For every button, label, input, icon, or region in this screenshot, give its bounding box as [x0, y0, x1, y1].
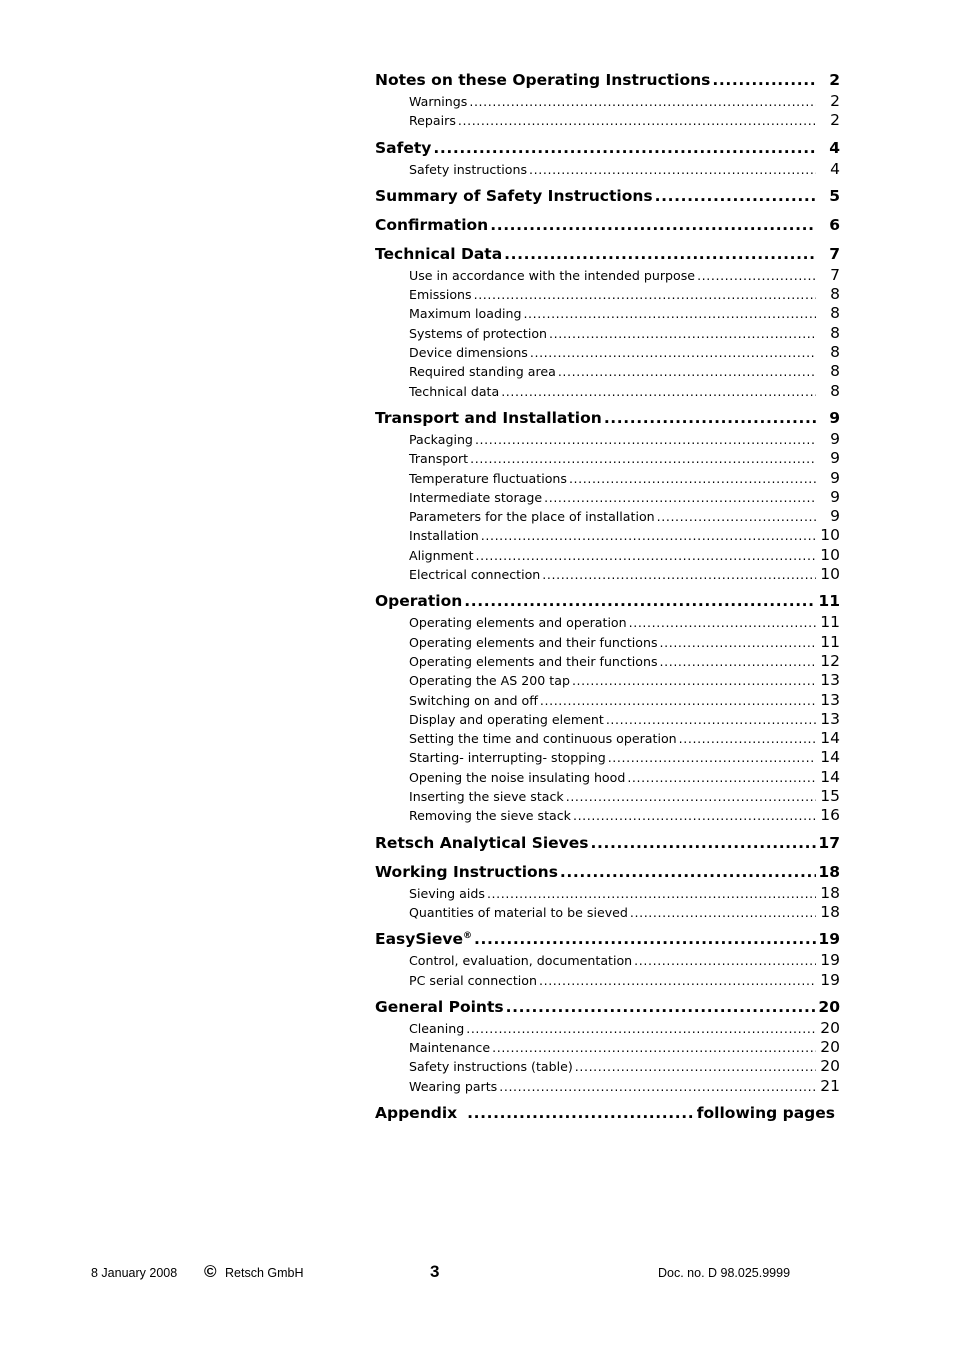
toc-item-title	[409, 362, 556, 381]
toc-item-title	[409, 266, 695, 285]
toc-heading[interactable]	[375, 589, 840, 613]
toc-heading-page: 5	[829, 186, 840, 205]
toc-section	[375, 406, 840, 584]
toc-heading-page: 6	[829, 215, 840, 234]
dot-leader	[476, 546, 816, 565]
toc-item-page: 8	[830, 343, 840, 362]
toc-section	[375, 860, 840, 923]
toc-item-title-text: Operating the AS 200 tap	[409, 673, 570, 689]
toc-item[interactable]	[375, 92, 840, 111]
toc-item-title-text: Quantities of material to be sieved	[409, 904, 628, 920]
toc-item[interactable]	[375, 1019, 840, 1038]
dot-leader	[542, 565, 816, 584]
toc-item[interactable]	[375, 507, 840, 526]
toc-item-title-text: Repairs	[409, 113, 456, 129]
toc-item-page: 19	[820, 951, 840, 970]
dot-leader	[558, 362, 816, 381]
toc-item[interactable]	[375, 469, 840, 488]
toc-item-page: 10	[820, 545, 840, 564]
toc-heading-page: 2	[829, 71, 840, 89]
toc-heading-title-text: Technical Data	[375, 244, 503, 263]
toc-item-title	[409, 748, 606, 767]
toc-heading-page: 18	[818, 862, 840, 881]
toc-item-title	[409, 768, 625, 787]
toc-item-title	[409, 285, 472, 304]
toc-item-title-text: Switching on and off	[409, 692, 538, 708]
toc-item-page: 11	[820, 613, 840, 632]
toc-item-title-text: Technical data	[409, 383, 500, 399]
toc-item[interactable]	[375, 671, 840, 690]
toc-item-title-text: Operating elements and their functions	[409, 634, 658, 650]
toc-section	[375, 995, 840, 1096]
toc-item-title	[409, 806, 571, 825]
toc-item-title-text: Opening the noise insulating hood	[409, 769, 626, 785]
toc-item-page: 9	[830, 507, 840, 526]
dot-leader	[529, 160, 816, 179]
toc-item-title	[409, 507, 655, 526]
toc-appendix-page: following pages	[696, 1103, 835, 1122]
dot-leader	[470, 449, 816, 468]
toc-item[interactable]	[375, 266, 840, 285]
toc-item-page: 7	[830, 265, 840, 284]
toc-heading-title	[375, 860, 558, 884]
toc-item-page: 2	[830, 111, 840, 130]
toc-item-page: 8	[830, 304, 840, 323]
toc-item[interactable]	[375, 304, 840, 323]
table-of-contents	[375, 68, 840, 1125]
toc-item[interactable]	[375, 691, 840, 710]
toc-item-title-text: Wearing parts	[409, 1078, 498, 1094]
dot-leader	[544, 488, 816, 507]
toc-item-page: 8	[830, 285, 840, 304]
toc-item-title	[409, 971, 537, 990]
toc-item-page: 16	[820, 806, 840, 825]
dot-leader	[634, 951, 816, 970]
toc-item-title-text: Use in accordance with the intended purpose	[409, 267, 696, 283]
toc-heading[interactable]	[375, 927, 840, 951]
toc-item-title	[409, 324, 547, 343]
dot-leader	[608, 748, 816, 767]
toc-item-title-text: Electrical connection	[409, 567, 541, 583]
dot-leader	[506, 995, 816, 1019]
toc-heading-title-text: Transport and Installation	[375, 408, 602, 427]
toc-appendix[interactable]	[375, 1101, 835, 1125]
dot-leader	[475, 430, 816, 449]
toc-item-title-text: Transport	[409, 451, 469, 467]
toc-item-page: 10	[820, 526, 840, 545]
toc-item-title	[409, 565, 540, 584]
dot-leader	[466, 1019, 816, 1038]
toc-heading[interactable]	[375, 406, 840, 430]
toc-item-title	[409, 382, 499, 401]
toc-appendix-title-text: Appendix	[375, 1103, 458, 1122]
toc-item-title-text: Parameters for the place of installation	[409, 509, 655, 525]
toc-item-page: 20	[820, 1057, 840, 1076]
toc-item-title-text: Control, evaluation, documentation	[409, 953, 633, 969]
toc-item-title	[409, 633, 658, 652]
toc-item[interactable]	[375, 1077, 840, 1096]
toc-item-page: 20	[820, 1018, 840, 1037]
dot-leader	[464, 589, 816, 613]
dot-leader	[591, 831, 816, 855]
toc-item[interactable]	[375, 526, 840, 545]
toc-item-page: 11	[820, 632, 840, 651]
toc-item-title-text: Inserting the sieve stack	[409, 789, 564, 805]
page-number: 3	[430, 1262, 440, 1281]
toc-item-title	[409, 304, 521, 323]
toc-item-title-text: Starting- interrupting- stopping	[409, 750, 606, 766]
toc-item-title-text: Required standing area	[409, 364, 556, 380]
dot-leader	[492, 1038, 816, 1057]
toc-item-page: 14	[820, 748, 840, 767]
toc-heading[interactable]	[375, 831, 840, 855]
toc-heading-title	[375, 136, 431, 160]
dot-leader	[504, 242, 816, 266]
dot-leader	[540, 691, 816, 710]
toc-heading-title	[375, 927, 472, 951]
toc-heading[interactable]	[375, 68, 840, 92]
dot-leader	[660, 633, 816, 652]
toc-item-title-text: Maintenance	[409, 1040, 491, 1056]
toc-item[interactable]	[375, 652, 840, 671]
toc-item-title	[409, 469, 567, 488]
toc-item-page: 2	[830, 92, 840, 110]
dot-leader	[572, 671, 816, 690]
copyright-icon: ©	[204, 1262, 217, 1281]
toc-item[interactable]	[375, 748, 840, 767]
dot-leader	[467, 1101, 695, 1125]
dot-leader	[481, 526, 816, 545]
toc-item-page: 8	[830, 381, 840, 400]
toc-item-page: 10	[820, 565, 840, 584]
toc-item-title-text: Operating elements and their functions	[409, 653, 658, 669]
dot-leader	[629, 613, 816, 632]
toc-item-title	[409, 787, 564, 806]
toc-section	[375, 213, 840, 237]
toc-section-appendix	[375, 1101, 840, 1125]
toc-item-title-text: Emissions	[409, 287, 472, 303]
toc-item[interactable]	[375, 565, 840, 584]
toc-heading-title	[375, 589, 462, 613]
dot-leader	[573, 806, 816, 825]
toc-item-title	[409, 903, 628, 922]
toc-item[interactable]	[375, 951, 840, 970]
toc-item-title-text: Cleaning	[409, 1020, 465, 1036]
toc-item-page: 8	[830, 323, 840, 342]
toc-item-page: 8	[830, 362, 840, 381]
dot-leader	[606, 710, 816, 729]
toc-item[interactable]	[375, 710, 840, 729]
dot-leader	[474, 927, 816, 951]
toc-item-title	[409, 951, 632, 970]
toc-item-title-text: Installation	[409, 528, 479, 544]
toc-item[interactable]	[375, 285, 840, 304]
toc-heading-page: 19	[818, 930, 840, 949]
toc-heading-title	[375, 406, 602, 430]
dot-leader	[657, 507, 816, 526]
toc-item-title-text: Safety instructions	[409, 161, 528, 177]
toc-item-page: 13	[820, 690, 840, 709]
toc-item-title-text: Temperature fluctuations	[409, 470, 567, 486]
toc-item-title	[409, 546, 474, 565]
toc-item[interactable]	[375, 324, 840, 343]
toc-section	[375, 136, 840, 179]
toc-item-page: 18	[820, 902, 840, 921]
toc-heading-title	[375, 184, 653, 208]
toc-item-page: 18	[820, 883, 840, 902]
toc-item[interactable]	[375, 903, 840, 922]
toc-item-page: 19	[820, 970, 840, 989]
toc-item-title-text: Operating elements and operation	[409, 615, 627, 631]
toc-item[interactable]	[375, 362, 840, 381]
toc-heading-title-text: General Points	[375, 997, 504, 1016]
toc-item-title	[409, 160, 527, 179]
toc-item-title	[409, 691, 538, 710]
toc-item[interactable]	[375, 787, 840, 806]
toc-item[interactable]	[375, 1057, 840, 1076]
dot-leader	[499, 1077, 816, 1096]
toc-item-title	[409, 488, 542, 507]
toc-item-title-text: Display and operating element	[409, 711, 604, 727]
dot-leader	[539, 971, 816, 990]
dot-leader	[560, 860, 816, 884]
toc-heading-title-text: Working Instructions	[375, 862, 558, 881]
toc-item-title	[409, 884, 485, 903]
dot-leader	[458, 111, 816, 130]
toc-section	[375, 184, 840, 208]
dot-leader	[523, 304, 816, 323]
toc-heading[interactable]	[375, 242, 840, 266]
toc-heading[interactable]	[375, 136, 840, 160]
registered-trademark: ®	[462, 931, 472, 942]
toc-item-title-text: Intermediate storage	[409, 489, 543, 505]
toc-heading-page: 20	[818, 997, 840, 1016]
dot-leader	[487, 884, 816, 903]
toc-section	[375, 68, 840, 131]
toc-item[interactable]	[375, 546, 840, 565]
toc-item[interactable]	[375, 729, 840, 748]
toc-item-title-text: Device dimensions	[409, 345, 528, 361]
toc-item-page: 9	[830, 468, 840, 487]
dot-leader	[697, 266, 816, 285]
toc-heading-title-text: Notes on these Operating Instructions	[375, 71, 711, 89]
toc-item-title	[409, 343, 528, 362]
dot-leader	[655, 184, 816, 208]
toc-item[interactable]	[375, 806, 840, 825]
dot-leader	[712, 68, 816, 92]
toc-heading-title	[375, 213, 488, 237]
toc-appendix-title	[375, 1101, 457, 1125]
toc-item-page: 13	[820, 671, 840, 690]
toc-section	[375, 242, 840, 401]
toc-item[interactable]	[375, 343, 840, 362]
toc-item-title	[409, 652, 658, 671]
toc-heading[interactable]	[375, 213, 840, 237]
toc-heading[interactable]	[375, 184, 840, 208]
toc-item-title	[409, 710, 604, 729]
toc-section	[375, 831, 840, 855]
dot-leader	[575, 1057, 816, 1076]
toc-heading-title-text: Confirmation	[375, 215, 489, 234]
footer-company: Retsch GmbH	[225, 1266, 304, 1280]
toc-item-title	[409, 613, 627, 632]
toc-heading-title	[375, 68, 710, 92]
toc-item[interactable]	[375, 160, 840, 179]
footer-date: 8 January 2008	[91, 1266, 178, 1280]
dot-leader	[549, 324, 816, 343]
toc-item-title-text: Packaging	[409, 431, 473, 447]
toc-heading-page: 17	[818, 833, 840, 852]
toc-item-title	[409, 1077, 497, 1096]
toc-item-page: 4	[830, 159, 840, 178]
toc-item-title-text: Systems of protection	[409, 325, 548, 341]
toc-item-page: 9	[830, 487, 840, 506]
dot-leader	[469, 92, 816, 111]
toc-heading-title-text: EasySieve	[375, 930, 463, 949]
toc-item[interactable]	[375, 613, 840, 632]
toc-item[interactable]	[375, 768, 840, 787]
toc-item-page: 9	[830, 449, 840, 468]
toc-item[interactable]	[375, 449, 840, 468]
dot-leader	[627, 768, 816, 787]
toc-item[interactable]	[375, 1038, 840, 1057]
toc-item[interactable]	[375, 382, 840, 401]
dot-leader	[630, 903, 816, 922]
dot-leader	[604, 406, 816, 430]
toc-item-page: 20	[820, 1038, 840, 1057]
toc-item-title-text: Warnings	[409, 94, 468, 109]
toc-item-page: 9	[830, 429, 840, 448]
dot-leader	[660, 652, 816, 671]
dot-leader	[530, 343, 816, 362]
toc-item-title	[409, 671, 570, 690]
dot-leader	[679, 729, 816, 748]
toc-item[interactable]	[375, 884, 840, 903]
page-footer	[0, 1262, 954, 1286]
toc-item-page: 14	[820, 767, 840, 786]
toc-item-page: 14	[820, 729, 840, 748]
toc-heading-page: 7	[829, 244, 840, 263]
toc-item[interactable]	[375, 488, 840, 507]
toc-item-title-text: Alignment	[409, 547, 474, 563]
dot-leader	[566, 787, 816, 806]
dot-leader	[569, 469, 816, 488]
dot-leader	[501, 382, 816, 401]
toc-item-title	[409, 1038, 490, 1057]
toc-item-title-text: Safety instructions (table)	[409, 1059, 573, 1075]
toc-item[interactable]	[375, 111, 840, 130]
toc-item-title-text: Removing the sieve stack	[409, 808, 571, 824]
toc-item-page: 12	[820, 651, 840, 670]
toc-item[interactable]	[375, 430, 840, 449]
toc-heading-title-text: Summary of Safety Instructions	[375, 186, 653, 205]
toc-item-title	[409, 526, 479, 545]
toc-item-title	[409, 430, 473, 449]
toc-item-title	[409, 92, 467, 111]
toc-heading-page: 9	[829, 408, 840, 427]
toc-heading-page: 11	[818, 592, 840, 611]
toc-item-title	[409, 449, 468, 468]
toc-heading-title-text: Operation	[375, 592, 463, 611]
toc-item-title	[409, 111, 456, 130]
dot-leader	[490, 213, 816, 237]
dot-leader	[433, 136, 816, 160]
toc-heading-title	[375, 831, 589, 855]
dot-leader	[474, 285, 816, 304]
toc-heading-title-text: Safety	[375, 138, 432, 157]
toc-heading[interactable]	[375, 860, 840, 884]
toc-heading-title-text: Retsch Analytical Sieves	[375, 833, 589, 852]
toc-item-page: 13	[820, 709, 840, 728]
toc-heading-title	[375, 242, 502, 266]
toc-item-title	[409, 1057, 573, 1076]
document-number: Doc. no. D 98.025.9999	[658, 1266, 791, 1280]
toc-item-page: 15	[820, 787, 840, 806]
toc-item-page: 21	[820, 1076, 840, 1095]
toc-item-title	[409, 1019, 464, 1038]
toc-heading-title	[375, 995, 504, 1019]
toc-section	[375, 589, 840, 825]
toc-item-title-text: Setting the time and continuous operation	[409, 731, 677, 747]
toc-item[interactable]	[375, 971, 840, 990]
toc-section	[375, 927, 840, 990]
toc-item-title-text: Sieving aids	[409, 885, 485, 901]
toc-item-title	[409, 729, 677, 748]
toc-item[interactable]	[375, 633, 840, 652]
toc-item-title-text: Maximum loading	[409, 306, 522, 322]
toc-heading-page: 4	[829, 138, 840, 157]
toc-heading[interactable]	[375, 995, 840, 1019]
toc-item-title-text: PC serial connection	[409, 972, 537, 988]
